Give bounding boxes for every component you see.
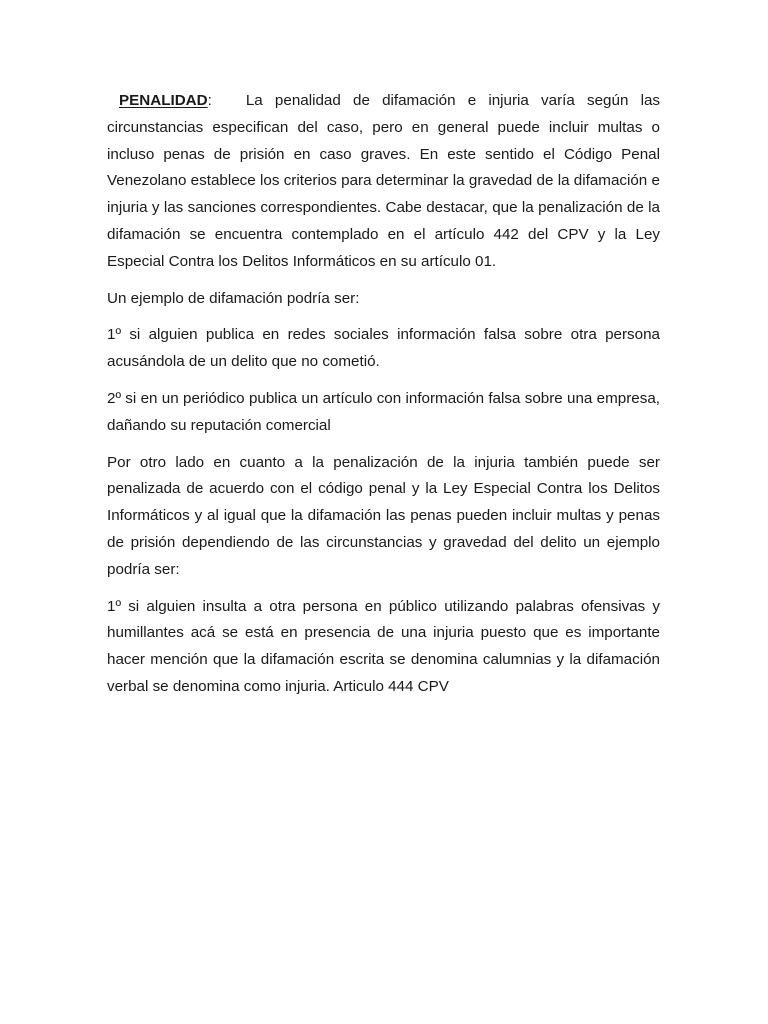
paragraph-penalidad: [107, 88, 660, 276]
paragraph-example-1: 1º si alguien publica en redes sociales información falsa sobre otra persona acusándola de un delito que no cometió.: [107, 326, 660, 371]
heading-colon: :: [207, 92, 212, 109]
section-heading: PENALIDAD: [119, 92, 208, 109]
paragraph-example-2: 2º si en un periódico publica un artículo con información falsa sobre una empresa, dañando su reputación comercial: [107, 389, 660, 434]
document-body: [107, 88, 660, 711]
paragraph-1-text: La penalidad de difamación e injuria varía según las circunstancias especifican del caso, pero en general puede incluir multas o incluso penas de prisión en caso graves. En este sentido el Código Penal Venezolano establece los criterios para determinar la gravedad de la difamación e injuria y las sanciones correspondientes. Cabe destacar, que la penalización de la difamación se encuentra contemplado en el artículo 442 del CPV y la Ley Especial Contra los Delitos Informáticos en su artículo 01.: [107, 92, 660, 270]
paragraph-example-intro: Un ejemplo de difamación podría ser:: [107, 289, 360, 307]
paragraph-injuria: Por otro lado en cuanto a la penalización de la injuria también puede ser penalizada de acuerdo con el código penal y la Ley Especial Contra los Delitos Informáticos y al igual que la difamación las penas pueden incluir multas y penas de prisión dependiendo de las circunstancias y gravedad del delito un ejemplo podría ser:: [107, 453, 660, 578]
paragraph-injuria-example: 1º si alguien insulta a otra persona en público utilizando palabras ofensivas y humillantes acá se está en presencia de una injuria puesto que es importante hacer mención que la difamación escrita se denomina calumnias y la difamación verbal se denomina como injuria. Articulo 444 CPV: [107, 597, 660, 695]
